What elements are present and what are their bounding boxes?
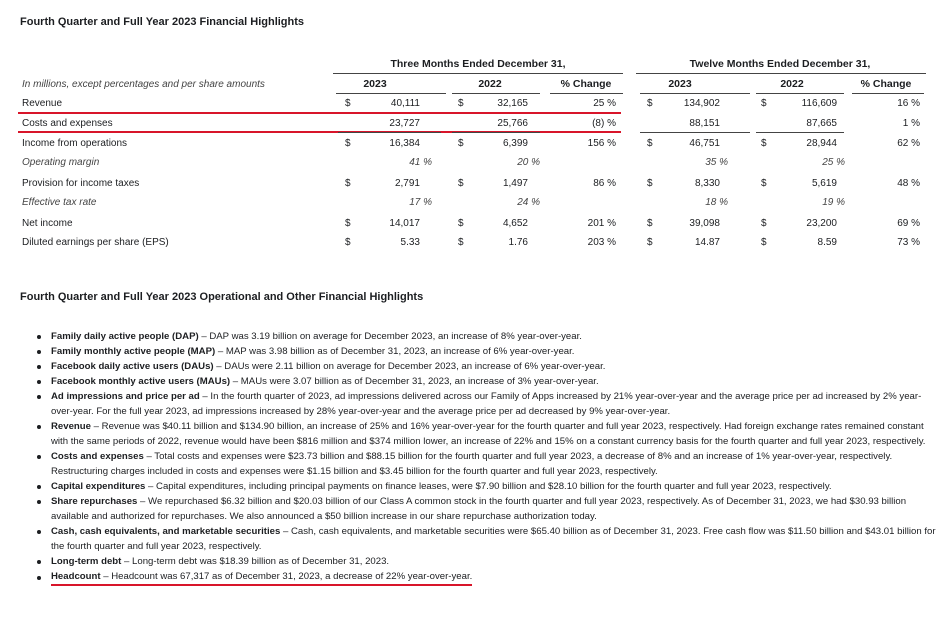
currency-symbol: $ <box>761 218 767 229</box>
costs-rule <box>756 132 844 133</box>
costs-rule <box>640 132 750 133</box>
cell-y22: 28,944 <box>806 138 837 149</box>
currency-symbol: $ <box>458 98 464 109</box>
col-underline <box>640 93 750 94</box>
cell-q22: 4,652 <box>502 218 528 229</box>
row-label: Net income <box>22 218 73 229</box>
cell-y23: 14.87 <box>694 237 720 248</box>
currency-symbol: $ <box>761 237 767 248</box>
cell-qchg: 156 % <box>587 138 616 149</box>
highlight-term: Costs and expenses <box>51 451 144 462</box>
col-underline <box>852 93 924 94</box>
highlights-list <box>30 329 943 586</box>
costs-rule <box>452 132 540 133</box>
cell-y22: 5,619 <box>811 178 837 189</box>
cell-qchg: 86 % <box>593 178 616 189</box>
currency-symbol: $ <box>345 178 351 189</box>
cell-ychg: 1 % <box>902 118 920 129</box>
currency-symbol: $ <box>345 138 351 149</box>
highlight-text: – MAP was 3.98 billion as of December 31, 2023, an increase of 6% year-over-year. <box>215 346 575 357</box>
cell-y23: 88,151 <box>689 118 720 129</box>
cell-ychg: 73 % <box>897 237 920 248</box>
highlight-text: – DAUs were 2.11 billion on average for December 2023, an increase of 6% year-over-year. <box>213 361 606 372</box>
cell-q23: 2,791 <box>394 178 420 189</box>
cell-y23: 18 % <box>705 197 728 208</box>
currency-symbol: $ <box>647 98 653 109</box>
cell-q23: 17 % <box>409 197 432 208</box>
cell-qchg: (8) % <box>592 118 616 129</box>
highlight-item <box>51 329 943 344</box>
col-y-2023: 2023 <box>668 78 692 90</box>
row-label: Costs and expenses <box>22 118 113 129</box>
highlight-term: Capital expenditures <box>51 481 146 492</box>
cell-y22: 87,665 <box>806 118 837 129</box>
cell-ychg: 69 % <box>897 218 920 229</box>
cell-y22: 116,609 <box>801 98 837 109</box>
cell-y23: 35 % <box>705 157 728 168</box>
col-underline <box>452 93 540 94</box>
row-label: Diluted earnings per share (EPS) <box>22 237 169 248</box>
col-underline <box>756 93 844 94</box>
row-label: Provision for income taxes <box>22 178 140 189</box>
col-underline <box>550 93 623 94</box>
three-months-underline <box>333 73 623 74</box>
currency-symbol: $ <box>647 178 653 189</box>
highlight-term: Long-term debt <box>51 556 122 567</box>
highlight-term: Facebook daily active users (DAUs) <box>51 361 214 372</box>
col-underline <box>336 93 446 94</box>
cell-q23: 16,384 <box>389 138 420 149</box>
highlight-text: – We repurchased $6.32 billion and $20.03 billion of our Class A common stock in the fourth quarter and full year 2023, respectively. As of December 31, 2023, we had $30.93 billion available and authorized for repurchases. We also announced a $50 billion increase in our share repurchase authorization today. <box>51 496 907 522</box>
highlight-term: Cash, cash equivalents, and marketable securities <box>51 526 281 537</box>
cell-q22: 24 % <box>517 197 540 208</box>
highlight-term: Facebook monthly active users (MAUs) <box>51 376 231 387</box>
highlight-text: – Long-term debt was $18.39 billion as of December 31, 2023. <box>121 556 390 567</box>
row-label: Effective tax rate <box>22 197 97 208</box>
currency-symbol: $ <box>761 138 767 149</box>
highlight-text: – Total costs and expenses were $23.73 billion and $88.15 billion for the fourth quarter and full year 2023, a decrease of 8% and an increase of 1% year-over-year, respectively. Restructuring charges included in costs and expenses were $1.15 billion and $3.45 billion for the fourth quarter and full year 2023, respectively. <box>51 451 893 477</box>
cell-q22: 25,766 <box>497 118 528 129</box>
col-y-2022: 2022 <box>780 78 804 90</box>
cell-y23: 46,751 <box>689 138 720 149</box>
col-q-2023: 2023 <box>363 78 387 90</box>
highlight-item <box>51 524 943 554</box>
currency-symbol: $ <box>761 98 767 109</box>
cell-q22: 20 % <box>517 157 540 168</box>
currency-symbol: $ <box>345 98 351 109</box>
highlight-text: – In the fourth quarter of 2023, ad impressions delivered across our Family of Apps increased by 21% year-over-year and the average price per ad increased by 2% year-over-year. For the full year 2023, ad impressions increased by 28% year-over-year and the average price per ad decreased by 9% year-over-year. <box>51 391 922 417</box>
cell-y23: 134,902 <box>683 98 720 109</box>
currency-symbol: $ <box>761 178 767 189</box>
cell-q22: 1.76 <box>508 237 528 248</box>
cell-y23: 39,098 <box>689 218 720 229</box>
col-q-2022: 2022 <box>478 78 502 90</box>
row-label: Revenue <box>22 98 63 109</box>
cell-q23: 41 % <box>409 157 432 168</box>
currency-symbol: $ <box>458 237 464 248</box>
currency-symbol: $ <box>458 218 464 229</box>
highlight-term: Family monthly active people (MAP) <box>51 346 216 357</box>
highlight-term: Revenue <box>51 421 91 432</box>
highlight-item <box>51 374 943 389</box>
revenue-highlight-underline <box>18 112 621 114</box>
highlight-text: – MAUs were 3.07 billion as of December 31, 2023, an increase of 3% year-over-year. <box>230 376 599 387</box>
cell-y22: 25 % <box>822 157 845 168</box>
highlight-item <box>51 479 943 494</box>
cell-y22: 23,200 <box>806 218 837 229</box>
currency-symbol: $ <box>458 138 464 149</box>
twelve-months-header: Twelve Months Ended December 31, <box>689 58 871 70</box>
row-label: Operating margin <box>22 157 100 168</box>
cell-qchg: 201 % <box>587 218 616 229</box>
highlight-item <box>51 570 472 586</box>
cell-qchg: 203 % <box>587 237 616 248</box>
col-q-change: % Change <box>560 78 612 90</box>
cell-y23: 8,330 <box>694 178 720 189</box>
three-months-header: Three Months Ended December 31, <box>390 58 566 70</box>
operational-highlights-title: Fourth Quarter and Full Year 2023 Operational and Other Financial Highlights <box>20 291 424 303</box>
cell-ychg: 16 % <box>897 98 920 109</box>
highlight-term: Headcount <box>51 571 101 582</box>
cell-ychg: 48 % <box>897 178 920 189</box>
cell-q23: 5.33 <box>400 237 420 248</box>
highlight-item <box>51 419 943 449</box>
financial-highlights-title: Fourth Quarter and Full Year 2023 Financial Highlights <box>20 16 305 28</box>
row-label: Income from operations <box>22 138 128 149</box>
cell-q23: 40,111 <box>390 98 420 109</box>
costs-rule <box>338 132 441 133</box>
highlight-term: Family daily active people (DAP) <box>51 331 199 342</box>
currency-symbol: $ <box>647 218 653 229</box>
cell-q22: 32,165 <box>497 98 528 109</box>
highlight-term: Share repurchases <box>51 496 138 507</box>
cell-q23: 14,017 <box>389 218 420 229</box>
twelve-months-underline <box>636 73 926 74</box>
currency-symbol: $ <box>345 218 351 229</box>
cell-ychg: 62 % <box>897 138 920 149</box>
highlight-item <box>51 494 943 524</box>
currency-symbol: $ <box>345 237 351 248</box>
currency-symbol: $ <box>647 237 653 248</box>
highlight-item <box>51 389 943 419</box>
financial-table <box>0 0 951 260</box>
highlight-text: – Revenue was $40.11 billion and $134.90 billion, an increase of 25% and 16% year-over-year for the fourth quarter and full year 2023, respectively. Had foreign exchange rates remained constant with the same periods of 2022, revenue would have been $816 million and $374 million lower, an increase of 22% and 15% on a constant currency basis for the fourth quarter and full year 2023, respectively. <box>51 421 926 447</box>
cell-qchg: 25 % <box>593 98 616 109</box>
highlight-text: – DAP was 3.19 billion on average for December 2023, an increase of 8% year-over-year. <box>198 331 582 342</box>
cell-q22: 6,399 <box>502 138 528 149</box>
currency-symbol: $ <box>458 178 464 189</box>
col-y-change: % Change <box>860 78 912 90</box>
cell-q22: 1,497 <box>502 178 528 189</box>
highlight-term: Ad impressions and price per ad <box>51 391 200 402</box>
highlight-text: – Cash, cash equivalents, and marketable securities were $65.40 billion as of December 31, 2023. Free cash flow was $11.50 billion and $43.01 billion for the fourth quarter and full year 2023, respectively. <box>51 526 936 552</box>
highlight-text: – Capital expenditures, including principal payments on finance leases, were $7.90 billion and $28.10 billion for the fourth quarter and full year 2023, respectively. <box>145 481 832 492</box>
highlight-text: – Headcount was 67,317 as of December 31, 2023, a decrease of 22% year-over-year. <box>100 571 473 582</box>
highlight-item <box>51 344 943 359</box>
cell-y22: 8.59 <box>817 237 837 248</box>
highlight-item <box>51 554 943 569</box>
currency-symbol: $ <box>647 138 653 149</box>
cell-q23: 23,727 <box>389 118 420 129</box>
highlight-item <box>51 359 943 374</box>
highlight-item <box>51 449 943 479</box>
cell-y22: 19 % <box>822 197 845 208</box>
units-note: In millions, except percentages and per share amounts <box>22 79 265 90</box>
